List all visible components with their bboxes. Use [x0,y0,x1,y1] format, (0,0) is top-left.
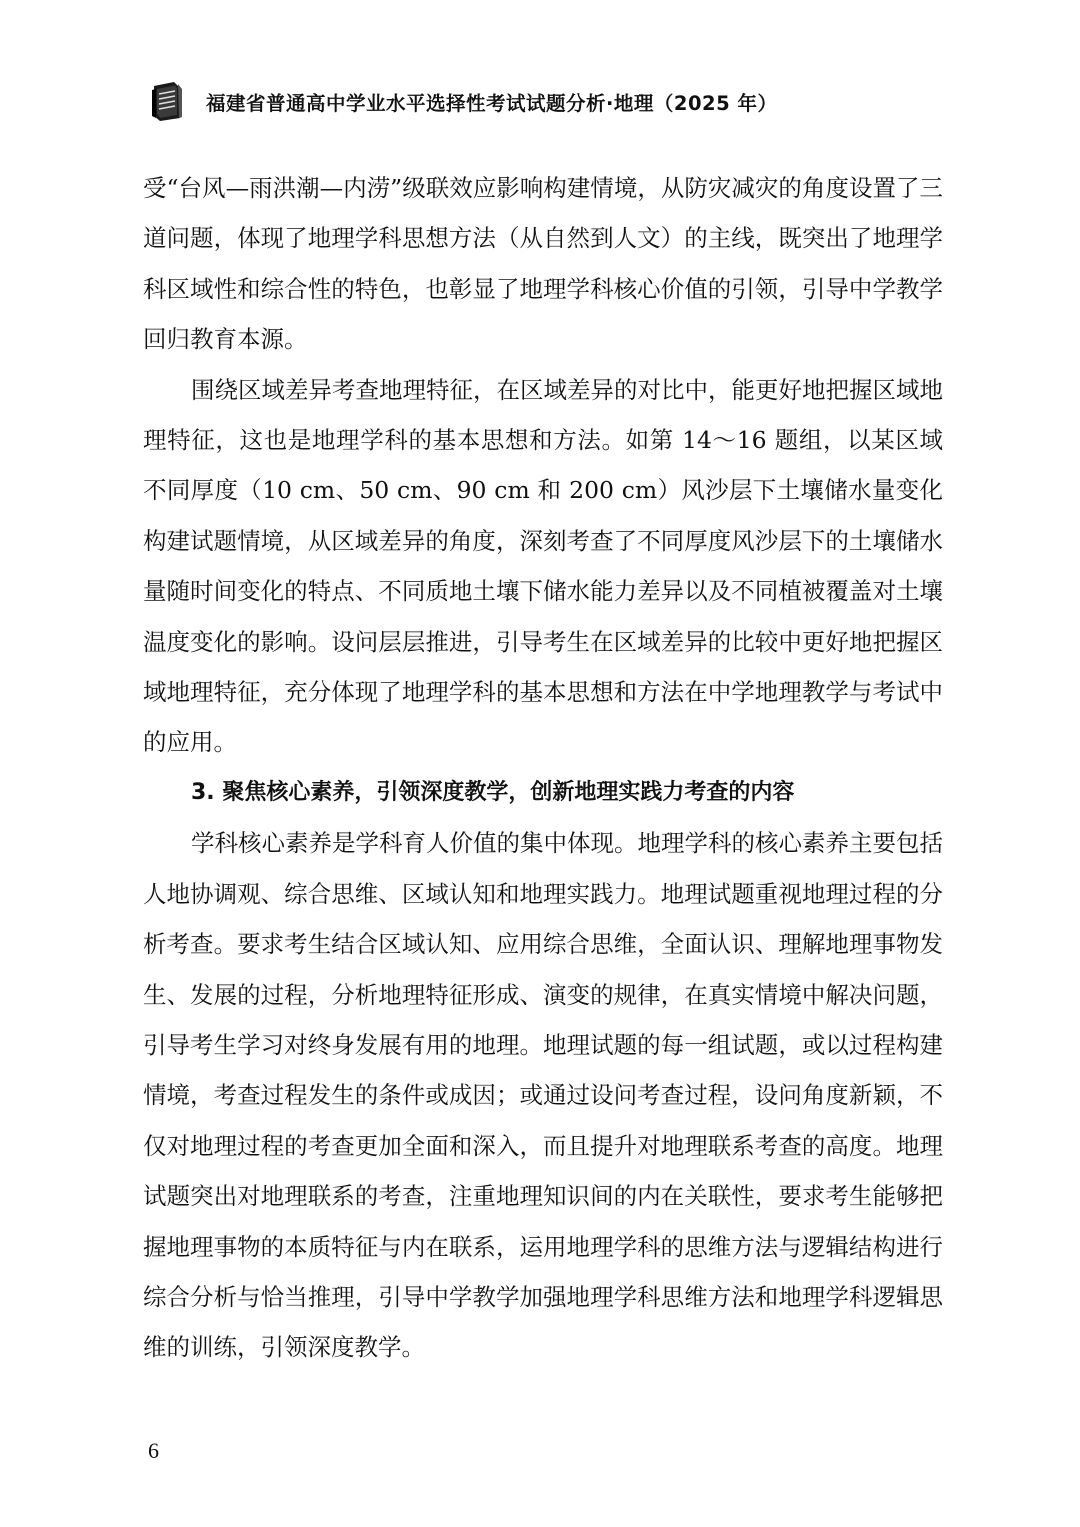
page-number: 6 [148,1438,159,1463]
section-heading: 3. 聚焦核心素养，引领深度教学，创新地理实践力考查的内容 [191,779,795,805]
paragraph-3: 学科核心素养是学科育人价值的集中体现。地理学科的核心素养主要包括人地协调观、综合思维、区域认知和地理实践力。地理试题重视地理过程的分析考查。要求考生结合区域认知、应用综合思维，全面认识、理解地理事物发生、发展的过程，分析地理特征形成、演变的规律，在真实情境中解决问题，引导考生学习对终身发展有用的地理。地理试题的每一组试题，或以过程构建情境，考查过程发生的条件或成因；或通过设问考查过程，设问角度新颖，不仅对地理过程的考查更加全面和深入，而且提升对地理联系考查的高度。地理试题突出对地理联系的考查，注重地理知识间的内在关联性，要求考生能够把握地理事物的本质特征与内在联系，运用地理学科的思维方法与逻辑结构进行综合分析与恰当推理，引导中学教学加强地理学科思维方法和地理学科逻辑思维的训练，引领深度教学。 [143,829,943,1362]
book-stack-icon [148,80,184,122]
header-title: 福建省普通高中学业水平选择性考试试题分析·地理（2025 年） [206,92,778,115]
page-header [148,80,948,124]
body-text [143,163,943,1373]
paragraph-1: 受“台风—雨洪潮—内涝”级联效应影响构建情境，从防灾减灾的角度设置了三道问题，体现了地理学科思想方法（从自然到人文）的主线，既突出了地理学科区域性和综合性的特色，也彰显了地理学科核心价值的引领，引导中学教学回归教育本源。 [143,174,943,354]
paragraph-2: 围绕区域差异考查地理特征，在区域差异的对比中，能更好地把握区域地理特征，这也是地理学科的基本思想和方法。如第 14～16 题组，以某区域不同厚度（10 cm、50 cm、90 cm 和 200 cm）风沙层下土壤储水量变化构建试题情境，从区域差异的角度，深刻考查了不同厚度风沙层下的土壤储水量随时间变化的特点、不同质地土壤下储水能力差异以及不同植被覆盖对土壤温度变化的影响。设问层层推进，引导考生在区域差异的比较中更好地把握区域地理特征，充分体现了地理学科的基本思想和方法在中学地理教学与考试中的应用。 [143,375,943,757]
